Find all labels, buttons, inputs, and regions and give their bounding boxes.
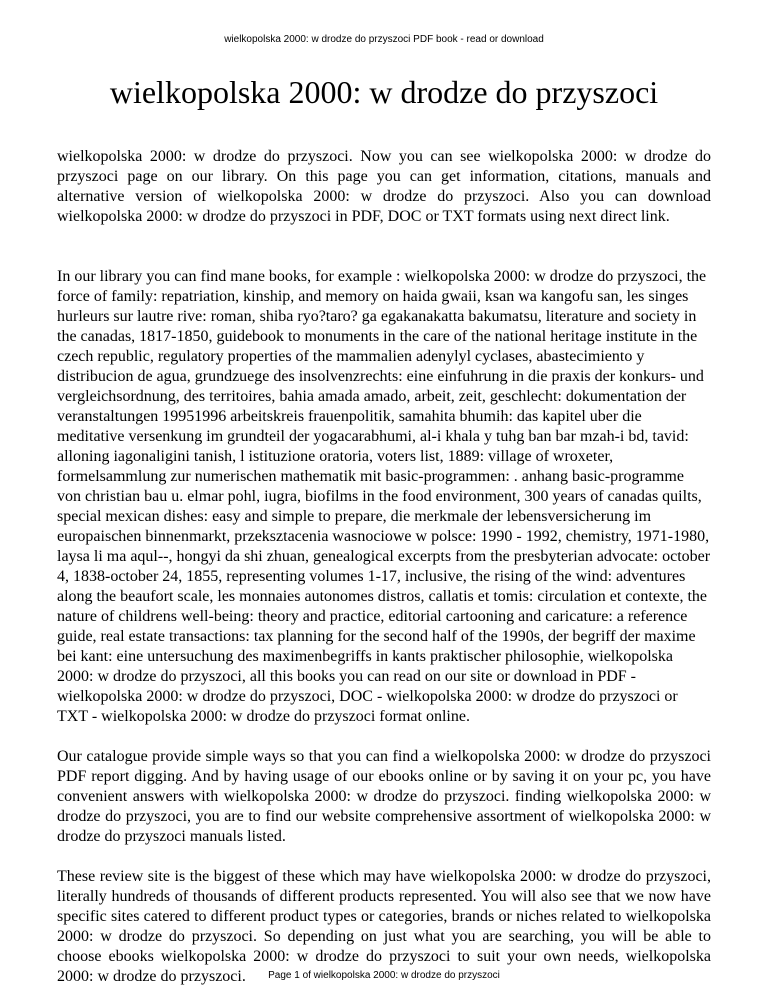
catalogue-paragraph: Our catalogue provide simple ways so that you can find a wielkopolska 2000: w drodze do przyszoci PDF report digging. And by having usage of our ebooks online or by saving it on your pc, you have convenient answers with wielkopolska 2000: w drodze do przyszoci. finding wielkopolska 2000: w drodze do przyszoci, you are to find our website comprehensive assortment of wielkopolska 2000: w drodze do przyszoci manuals listed. <box>57 748 711 845</box>
book-list-paragraph: In our library you can find mane books, for example : wielkopolska 2000: w drodze do przyszoci, the force of family: repatriation, kinship, and memory on haida gwaii, ksan wa kangofu san, les singes hurleurs sur lautre rive: roman, shiba ryo?taro? ga egakanakatta bakumatsu, literature and society in the canadas, 1817-1850, guidebook to monuments in the care of the national heritage institute in the czech republic, regulatory properties of the mammalien adenylyl cyclases, abastecimiento y distribucion de agua, grundzuege des insolvenzrechts: eine einfuhrung in die praxis der konkurs- und vergleichsordnung, des territoires, bahia amada amado, arbeit, zeit, geschlecht: dokumentation der veranstaltungen 19951996 arbeitskreis frauenpolitik, samahita bhumih: das kapitel uber die meditative versenkung im grundteil der yogacarabhumi, al-i khala y tuhg ban bar mzah-i bd, tavid: alloning iagonaligini tanish, l istituzione oratoria, voters list, 1889: village of wroxeter, formelsammlung zur numerischen mathematik mit basic-programmen: . anhang basic-programme von christian bau u. elmar pohl, iugra, biofilms in the food environment, 300 years of canadas quilts, special mexican dishes: easy and simple to prepare, die merkmale der lebensversicherung im europaischen binnenmarkt, przeksztacenia wasnociowe w polsce: 1990 - 1992, chemistry, 1971-1980, laysa li ma aqul--, hongyi da shi zhuan, genealogical excerpts from the presbyterian advocate: october 4, 1838-october 24, 1855, representing volumes 1-17, inclusive, the rising of the wind: adventures along the beaufort scale, les monnaies autonomes distros, callatis et tomis: circulation et contexte, the nature of childrens well-being: theory and practice, editorial cartooning and caricature: a reference guide, real estate transactions: tax planning for the second half of the 1990s, der begriff der maxime bei kant: eine untersuchung des maximenbegriffs in kants praktischer philosophie, wielkopolska 2000: w drodze do przyszoci, all this books you can read on our site or download in PDF - wielkopolska 2000: w drodze do przyszoci, DOC - wielkopolska 2000: w drodze do przyszoci or TXT - wielkopolska 2000: w drodze do przyszoci format online. <box>57 268 711 725</box>
intro-paragraph: wielkopolska 2000: w drodze do przyszoci. Now you can see wielkopolska 2000: w drodze do przyszoci page on our library. On this page you can get information, citations, manuals and alternative version of wielkopolska 2000: w drodze do przyszoci. Also you can download wielkopolska 2000: w drodze do przyszoci in PDF, DOC or TXT formats using next direct link. <box>57 148 711 225</box>
running-header: wielkopolska 2000: w drodze do przyszoci PDF book - read or download <box>224 34 544 45</box>
document-title: wielkopolska 2000: w drodze do przyszoci <box>109 74 659 110</box>
document-body <box>57 147 711 987</box>
review-paragraph: These review site is the biggest of these which may have wielkopolska 2000: w drodze do przyszoci, literally hundreds of thousands of different products represented. You will also see that we now have specific sites catered to different product types or categories, brands or niches related to wielkopolska 2000: w drodze do przyszoci. So depending on just what you are searching, you will be able to choose ebooks wielkopolska 2000: w drodze do przyszoci to suit your own needs, wielkopolska 2000: w drodze do przyszoci. <box>57 868 711 985</box>
page-footer: Page 1 of wielkopolska 2000: w drodze do przyszoci <box>268 970 500 981</box>
